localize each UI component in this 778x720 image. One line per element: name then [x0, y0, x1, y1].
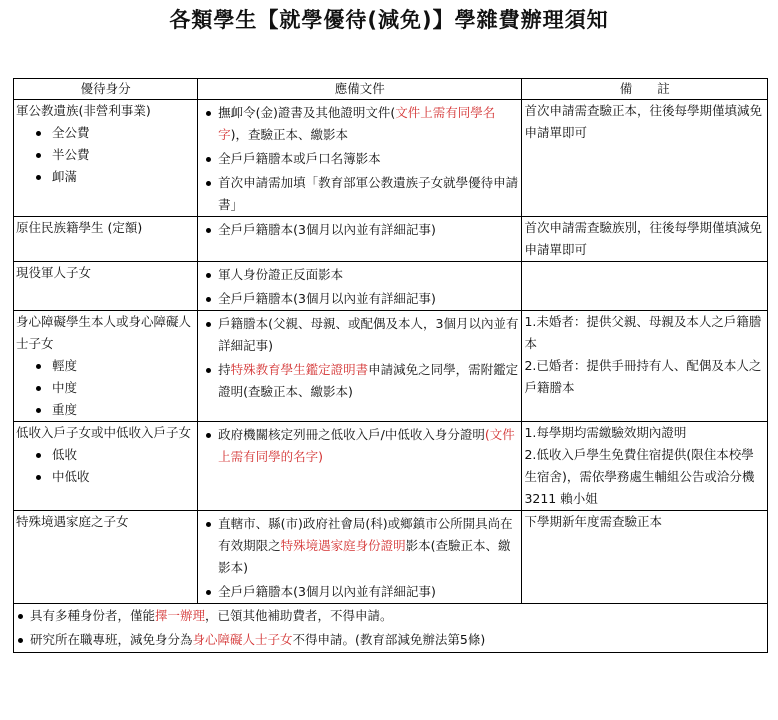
documents-list: [200, 264, 519, 310]
remarks-cell: [522, 100, 768, 217]
table-row: [14, 217, 768, 262]
table-row: [14, 311, 768, 422]
fee-reduction-table: [13, 78, 768, 653]
identity-cell: [14, 422, 198, 511]
header-documents: 應備文件: [198, 79, 522, 100]
header-remarks: 備 註: [522, 79, 768, 100]
documents-list: [200, 424, 519, 468]
remark-text: 2.低收入戶學生免費住宿提供(限住本校學生宿舍)，需依學務處生輔組公告或洽分機 3211 賴小姐: [524, 447, 755, 506]
header-identity: 優待身分: [14, 79, 198, 100]
text-segment: 影本(查驗正本、繳影本): [218, 538, 511, 575]
identity-sub-item: 中度: [36, 377, 195, 399]
remark-text: 2.已婚者：提供手冊持有人、配偶及本人之戶籍謄本: [524, 358, 762, 395]
identity-sub-list: [16, 122, 195, 188]
text-segment: 研究所在職專班，減免身分為: [30, 632, 193, 647]
document-item: [200, 148, 519, 170]
remark-text: 1.未婚者：提供父親、母親及本人之戶籍謄本: [524, 314, 762, 351]
identity-label: 現役軍人子女: [16, 265, 92, 280]
document-item: [200, 513, 519, 579]
documents-cell: [198, 311, 522, 422]
remarks-cell: [522, 422, 768, 511]
notes-cell: [14, 604, 768, 653]
identity-cell: [14, 511, 198, 604]
identity-sub-item: 重度: [36, 399, 195, 421]
identity-sub-list: [16, 355, 195, 421]
remark-text: 下學期新年度需查驗正本: [524, 514, 662, 529]
identity-cell: [14, 262, 198, 311]
table-row: [14, 100, 768, 217]
text-segment: 全戶戶籍謄本(3個月以內並有詳細記事): [218, 584, 436, 599]
text-segment: 政府機關核定列冊之低收入戶/中低收入身分證明: [218, 427, 485, 442]
remarks-cell: [522, 217, 768, 262]
identity-cell: [14, 100, 198, 217]
document-item: [200, 102, 519, 146]
documents-cell: [198, 422, 522, 511]
identity-sub-item: 中低收: [36, 466, 195, 488]
document-item: [200, 219, 519, 241]
identity-label: 特殊境遇家庭之子女: [16, 514, 129, 529]
table-row: [14, 262, 768, 311]
text-segment: 不得申請。(教育部減免辦法第5條): [292, 632, 486, 647]
documents-cell: [198, 511, 522, 604]
text-segment: 全戶戶籍謄本(3個月以內並有詳細記事): [218, 222, 436, 237]
remark-text: 首次申請需查驗族別，往後每學期僅填減免申請單即可: [524, 220, 762, 257]
document-item: [200, 264, 519, 286]
page-title: 各類學生【就學優待(減免)】學雜費辦理須知: [169, 8, 609, 32]
documents-cell: [198, 100, 522, 217]
documents-cell: [198, 217, 522, 262]
document-item: [200, 288, 519, 310]
text-segment: 申請減免之同學，需附鑑定證明(查驗正本、繳影本): [218, 362, 519, 399]
text-segment: 戶籍謄本(父親、母親、或配偶及本人，3個月以內並有詳細記事): [218, 316, 519, 353]
note-item: [16, 628, 765, 652]
text-segment: )，查驗正本、繳影本: [230, 127, 349, 142]
document-item: [200, 359, 519, 403]
remarks-cell: [522, 262, 768, 311]
identity-label: 原住民族籍學生 (定額): [16, 220, 143, 235]
text-segment: 直轄市、縣(市)政府社會局(科)或鄉鎮市公所開具尚在有效期限之: [218, 516, 513, 553]
highlight-text: 特殊教育學生鑑定證明書: [230, 362, 369, 377]
remarks-cell: [522, 311, 768, 422]
documents-list: [200, 313, 519, 403]
identity-sub-item: 卹滿: [36, 166, 195, 188]
note-item: [16, 604, 765, 628]
table-header-row: [14, 79, 768, 100]
text-segment: 全戶戶籍謄本或戶口名簿影本: [218, 151, 381, 166]
text-segment: 首次申請需加填「教育部軍公教遺族子女就學優待申請書」: [218, 175, 519, 212]
highlight-text: (文件上需有同學的名字): [218, 427, 515, 464]
notes-row: [14, 604, 768, 653]
identity-label: 身心障礙學生本人或身心障礙人士子女: [16, 314, 192, 351]
identity-sub-item: 全公費: [36, 122, 195, 144]
document-item: [200, 172, 519, 216]
remarks-cell: [522, 511, 768, 604]
highlight-text: 擇一辦理: [155, 608, 206, 623]
document-item: [200, 424, 519, 468]
identity-sub-list: [16, 444, 195, 488]
identity-cell: [14, 311, 198, 422]
remark-text: 首次申請需查驗正本，往後每學期僅填減免申請單即可: [524, 103, 762, 140]
identity-label: 軍公教遺族(非營利事業): [16, 103, 151, 118]
document-item: [200, 581, 519, 603]
highlight-text: 文件上需有同學名字: [218, 105, 496, 142]
documents-list: [200, 219, 519, 241]
text-segment: 持: [218, 362, 231, 377]
identity-sub-item: 低收: [36, 444, 195, 466]
identity-sub-item: 半公費: [36, 144, 195, 166]
identity-sub-item: 輕度: [36, 355, 195, 377]
identity-cell: [14, 217, 198, 262]
highlight-text: 身心障礙人士子女: [192, 632, 293, 647]
text-segment: 軍人身份證正反面影本: [218, 267, 344, 282]
identity-label: 低收入戶子女或中低收入戶子女: [16, 425, 192, 440]
text-segment: 具有多種身份者，僅能: [30, 608, 156, 623]
text-segment: 全戶戶籍謄本(3個月以內並有詳細記事): [218, 291, 436, 306]
documents-list: [200, 513, 519, 603]
text-segment: ，已領其他補助費者，不得申請。: [205, 608, 393, 623]
document-item: [200, 313, 519, 357]
table-row: [14, 511, 768, 604]
highlight-text: 特殊境遇家庭身份證明: [280, 538, 406, 553]
documents-list: [200, 102, 519, 216]
documents-cell: [198, 262, 522, 311]
text-segment: 撫卹令(金)證書及其他證明文件(: [218, 105, 396, 120]
table-row: [14, 422, 768, 511]
remark-text: 1.每學期均需繳驗效期內證明: [524, 425, 687, 440]
